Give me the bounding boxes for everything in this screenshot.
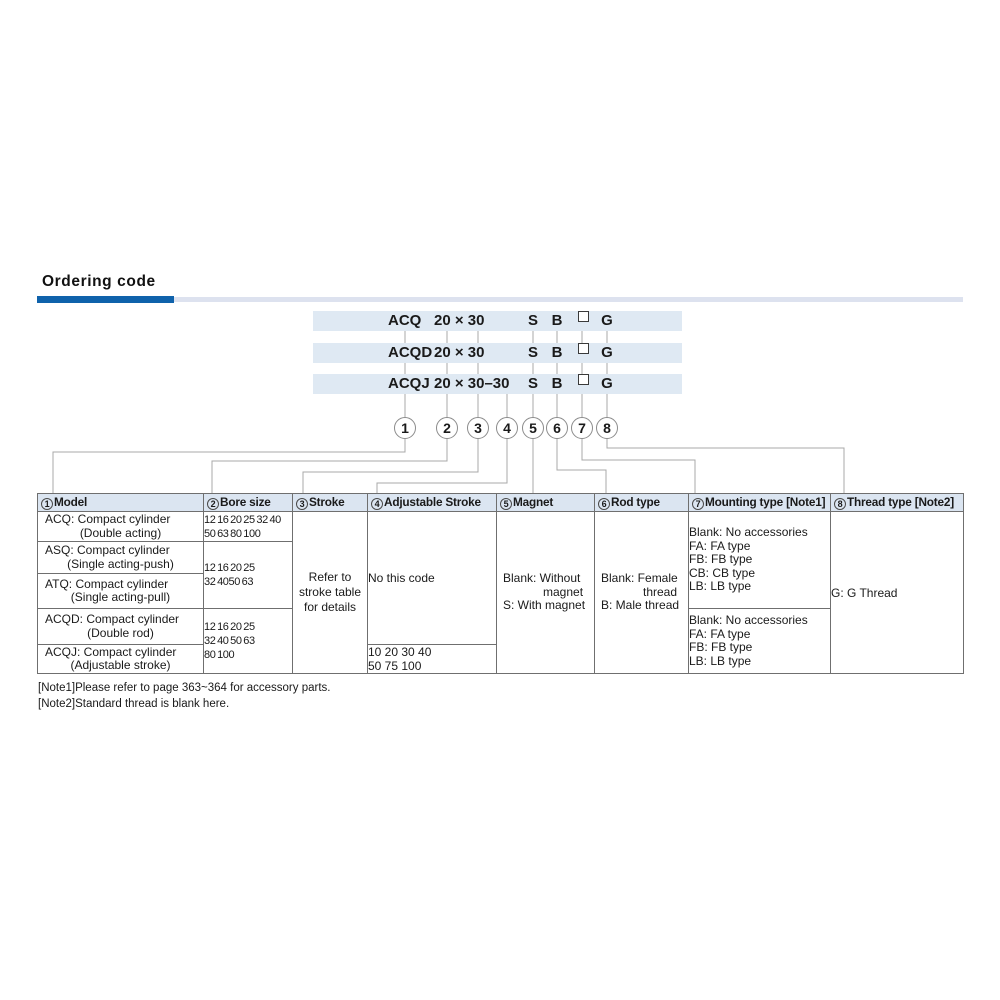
- code-row-acq: [313, 311, 682, 331]
- code-thread: G: [601, 312, 613, 329]
- code-model: ACQJ: [388, 375, 430, 392]
- stroke-cell: Refer to stroke table for details: [293, 512, 368, 674]
- model-acqj-cell: ACQJ: Compact cylinder (Adjustable stroke): [38, 645, 204, 674]
- thread-type-cell: G: G Thread: [831, 512, 964, 674]
- circled-number-icon: 5: [500, 498, 512, 510]
- model-asq-cell: ASQ: Compact cylinder (Single acting-push): [38, 542, 204, 574]
- adjustable-stroke-acqj-cell: 10 20 30 40 50 75 100: [368, 645, 497, 674]
- footnotes: [38, 680, 330, 712]
- header-magnet: 5 Magnet: [497, 494, 595, 512]
- page-title: Ordering code: [42, 273, 156, 290]
- mounting-type-cell-a: Blank: No accessories FA: FA type FB: FB type CB: CB type LB: LB type: [689, 512, 831, 609]
- note-1: [Note1]Please refer to page 363~364 for accessory parts.: [38, 682, 331, 694]
- model-acq-cell: ACQ: Compact cylinder (Double acting): [38, 512, 204, 542]
- mounting-type-cell-b: Blank: No accessories FA: FA type FB: FB type LB: LB type: [689, 609, 831, 674]
- blank-option-box-icon: [578, 374, 589, 385]
- table-header-row: [38, 494, 964, 512]
- header-stroke: 3 Stroke: [293, 494, 368, 512]
- code-row-acqd: [313, 343, 682, 363]
- callout-3: 3: [467, 417, 489, 439]
- note-2: [Note2]Standard thread is blank here.: [38, 698, 230, 710]
- blank-option-box-icon: [578, 311, 589, 322]
- code-model: ACQ: [388, 312, 422, 329]
- circled-number-icon: 4: [371, 498, 383, 510]
- bore-asq-atq-cell: 12 16 20 25 32 4050 63: [204, 542, 293, 609]
- callout-8: 8: [596, 417, 618, 439]
- code-size: 20 × 30: [434, 312, 485, 329]
- code-size: 20 × 30–30: [434, 375, 510, 392]
- circled-number-icon: 8: [834, 498, 846, 510]
- callout-7: 7: [571, 417, 593, 439]
- callout-2: 2: [436, 417, 458, 439]
- callout-5: 5: [522, 417, 544, 439]
- code-magnet: S: [527, 375, 538, 392]
- adjustable-stroke-cell: No this code: [368, 512, 497, 645]
- bore-acqd-acqj-cell: 12 16 20 25 32 40 50 63 80 100: [204, 609, 293, 674]
- model-atq-cell: ATQ: Compact cylinder (Single acting-pull): [38, 574, 204, 609]
- circled-number-icon: 1: [41, 498, 53, 510]
- callout-4: 4: [496, 417, 518, 439]
- table-row: [38, 512, 964, 542]
- header-mounting-type: 7 Mounting type [Note1]: [689, 494, 831, 512]
- header-adjustable-stroke: 4 Adjustable Stroke: [368, 494, 497, 512]
- code-row-acqj: [313, 374, 682, 394]
- callout-1: 1: [394, 417, 416, 439]
- code-rod: B: [551, 375, 563, 392]
- rod-type-cell: Blank: Female thread B: Male thread: [595, 512, 689, 674]
- code-size: 20 × 30: [434, 344, 485, 361]
- code-rod: B: [551, 312, 563, 329]
- circled-number-icon: 3: [296, 498, 308, 510]
- callout-6: 6: [546, 417, 568, 439]
- code-rod: B: [551, 344, 563, 361]
- header-rod-type: 6 Rod type: [595, 494, 689, 512]
- blank-option-box-icon: [578, 343, 589, 354]
- code-magnet: S: [527, 312, 538, 329]
- code-thread: G: [601, 344, 613, 361]
- header-bore-size: 2 Bore size: [204, 494, 293, 512]
- circled-number-icon: 6: [598, 498, 610, 510]
- ordering-code-table: [37, 493, 964, 674]
- magnet-cell: Blank: Without magnet S: With magnet: [497, 512, 595, 674]
- code-model: ACQD: [388, 344, 433, 361]
- code-thread: G: [601, 375, 613, 392]
- circled-number-icon: 2: [207, 498, 219, 510]
- title-underline-accent: [37, 296, 174, 303]
- circled-number-icon: 7: [692, 498, 704, 510]
- header-model: 1 Model: [38, 494, 204, 512]
- model-acqd-cell: ACQD: Compact cylinder (Double rod): [38, 609, 204, 645]
- header-thread-type: 8 Thread type [Note2]: [831, 494, 964, 512]
- title-underline-rule: [174, 297, 963, 302]
- code-magnet: S: [527, 344, 538, 361]
- bore-acq-cell: 12 16 20 25 32 40 50 63 80 100: [204, 512, 293, 542]
